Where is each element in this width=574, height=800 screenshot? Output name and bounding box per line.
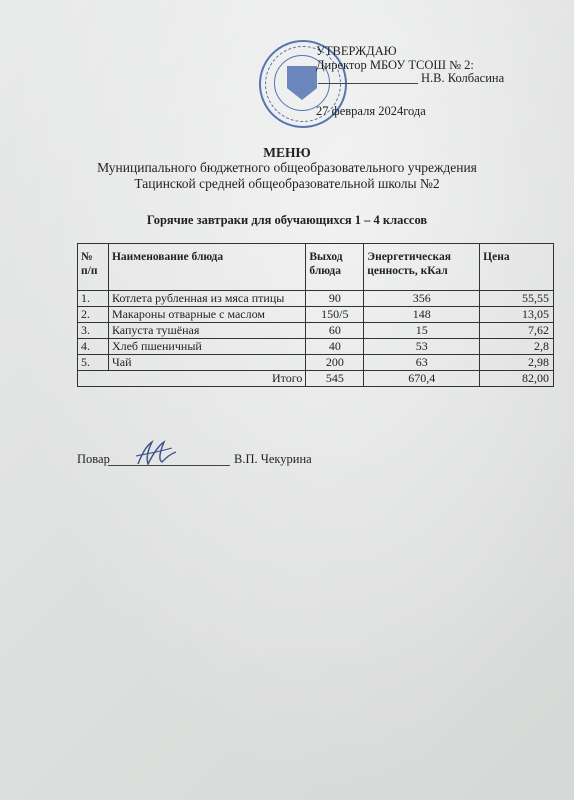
row-portion: 90 <box>306 291 364 307</box>
row-price: 55,55 <box>480 291 554 307</box>
cook-name: В.П. Чекурина <box>234 452 312 466</box>
row-portion: 60 <box>306 323 364 339</box>
table-row <box>78 355 554 371</box>
row-energy: 148 <box>364 307 480 323</box>
row-energy: 63 <box>364 355 480 371</box>
approval-position: Директор МБОУ ТСОШ № 2: <box>316 58 474 72</box>
table-row <box>78 339 554 355</box>
row-portion: 40 <box>306 339 364 355</box>
approval-name: Н.В. Колбасина <box>421 71 505 85</box>
header-dish-name: Наименование блюда <box>108 244 305 291</box>
organization-line-1: Муниципального бюджетного общеобразовательного учреждения <box>97 160 477 175</box>
header-number: № п/п <box>78 244 109 291</box>
menu-table <box>77 243 554 387</box>
total-energy: 670,4 <box>364 371 480 387</box>
header-energy: Энергетическая ценность, кКал <box>364 244 480 291</box>
document-title: МЕНЮ <box>263 145 311 160</box>
table-row <box>78 307 554 323</box>
row-number: 1. <box>78 291 109 307</box>
row-dish: Макароны отварные с маслом <box>108 307 305 323</box>
handwritten-signature <box>132 436 180 470</box>
table-row <box>78 323 554 339</box>
row-energy: 53 <box>364 339 480 355</box>
total-portion: 545 <box>306 371 364 387</box>
row-number: 4. <box>78 339 109 355</box>
row-portion: 150/5 <box>306 307 364 323</box>
row-energy: 356 <box>364 291 480 307</box>
row-portion: 200 <box>306 355 364 371</box>
row-price: 13,05 <box>480 307 554 323</box>
total-label: Итого <box>78 371 306 387</box>
row-price: 7,62 <box>480 323 554 339</box>
organization-line-2: Тацинской средней общеобразовательной школы №2 <box>134 176 440 191</box>
header-price: Цена <box>480 244 554 291</box>
table-row <box>78 291 554 307</box>
total-price: 82,00 <box>480 371 554 387</box>
cook-role: Повар <box>77 452 110 466</box>
row-number: 3. <box>78 323 109 339</box>
row-dish: Хлеб пшеничный <box>108 339 305 355</box>
row-number: 5. <box>78 355 109 371</box>
table-total-row <box>78 371 554 387</box>
row-dish: Чай <box>108 355 305 371</box>
row-price: 2,8 <box>480 339 554 355</box>
approval-heading: УТВЕРЖДАЮ <box>316 44 397 58</box>
row-number: 2. <box>78 307 109 323</box>
row-price: 2,98 <box>480 355 554 371</box>
header-portion: Выход блюда <box>306 244 364 291</box>
menu-subtitle: Горячие завтраки для обучающихся 1 – 4 классов <box>146 213 428 227</box>
approval-date: 27 февраля 2024года <box>316 104 426 118</box>
approval-signature-line <box>318 83 418 84</box>
row-dish: Капуста тушёная <box>108 323 305 339</box>
table-header-row <box>78 244 554 291</box>
row-dish: Котлета рубленная из мяса птицы <box>108 291 305 307</box>
row-energy: 15 <box>364 323 480 339</box>
